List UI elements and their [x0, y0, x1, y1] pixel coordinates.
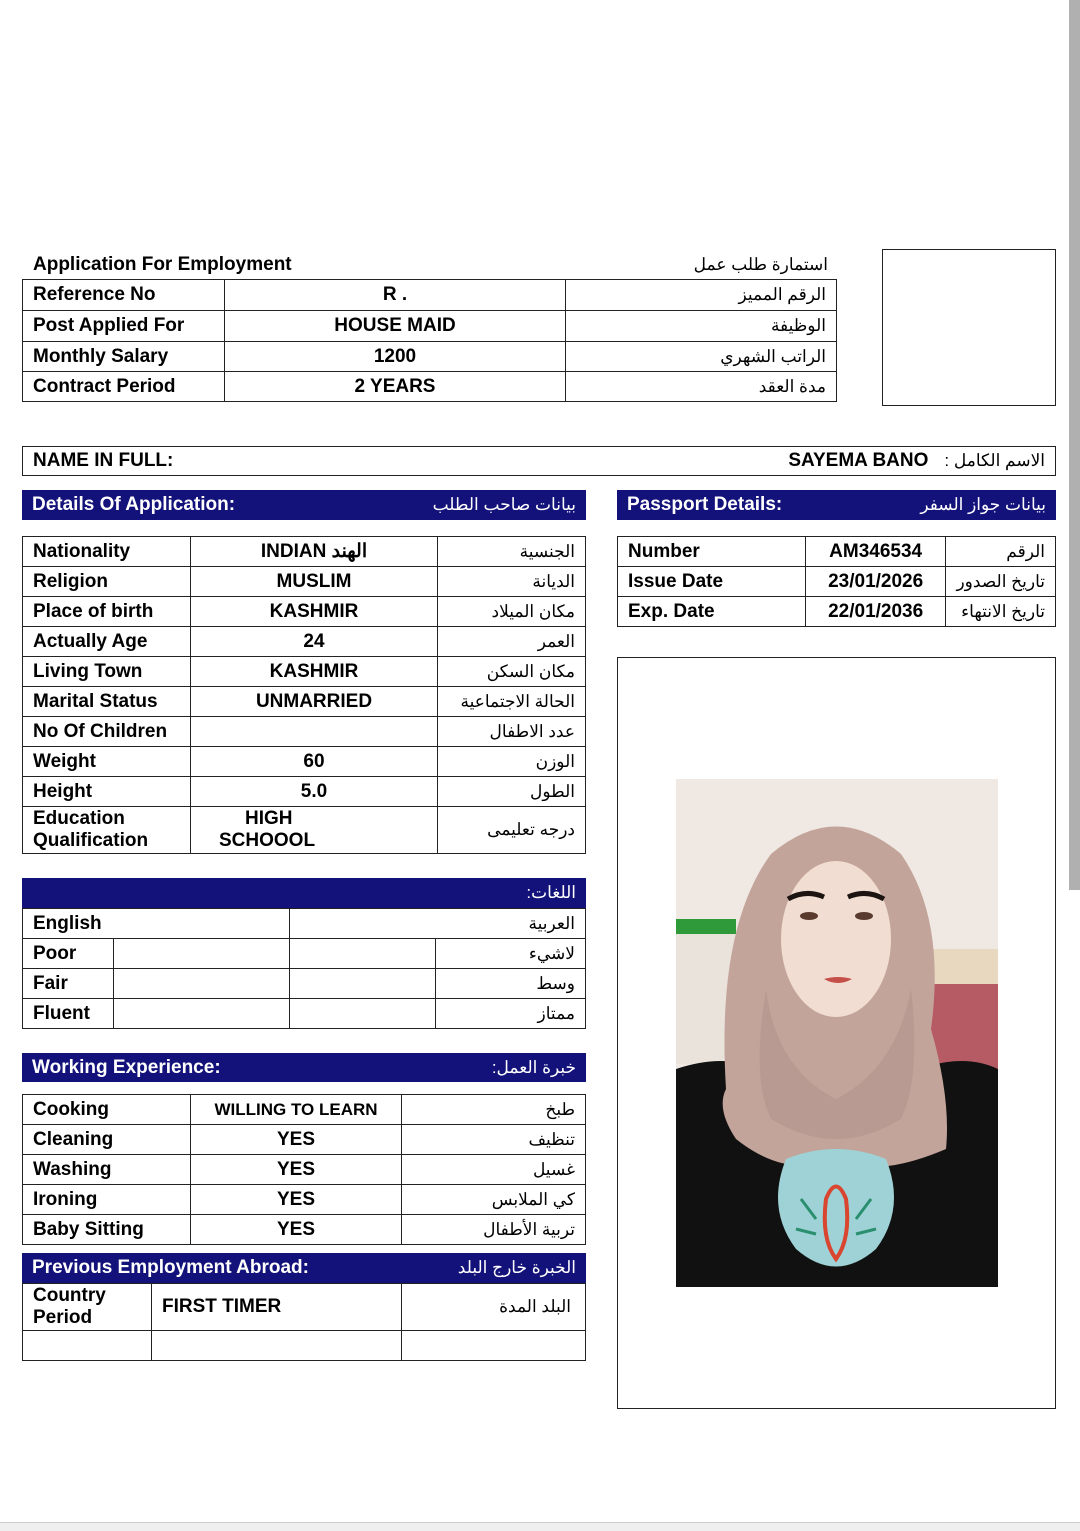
field-label-arabic: مكان السكن	[438, 657, 586, 687]
skill-value: YES	[191, 1155, 402, 1185]
skill-label: Baby Sitting	[23, 1215, 191, 1245]
abroad-value: FIRST TIMER	[152, 1284, 402, 1331]
field-label-arabic: تاريخ الانتهاء	[946, 597, 1056, 627]
details-row	[23, 777, 586, 807]
language-arabic-label: العربية	[290, 909, 586, 939]
level-label: Fair	[23, 969, 114, 999]
full-name-row	[22, 446, 1056, 476]
languages-title-arabic: اللغات:	[526, 883, 576, 902]
experience-row	[23, 1095, 586, 1125]
details-row	[23, 747, 586, 777]
skill-value: YES	[191, 1125, 402, 1155]
small-photo-box	[882, 249, 1056, 406]
field-label: Issue Date	[618, 567, 806, 597]
level-label: Poor	[23, 939, 114, 969]
field-label-arabic: تاريخ الصدور	[946, 567, 1056, 597]
field-label-arabic: الوزن	[438, 747, 586, 777]
details-row	[23, 657, 586, 687]
field-label: Marital Status	[23, 687, 191, 717]
field-label: Monthly Salary	[23, 342, 225, 372]
level-label: Fluent	[23, 999, 114, 1029]
full-name-label: NAME IN FULL:	[33, 450, 174, 471]
field-value: UNMARRIED	[191, 687, 438, 717]
header-row-reference	[23, 280, 837, 311]
passport-title: Passport Details:	[627, 494, 783, 515]
experience-table	[22, 1094, 586, 1245]
field-label-arabic: الرقم المميز	[566, 280, 837, 311]
experience-section-header	[22, 1053, 586, 1082]
skill-label-arabic: تربية الأطفال	[402, 1215, 586, 1245]
header-row-salary	[23, 342, 837, 372]
details-row	[23, 597, 586, 627]
field-label: Weight	[23, 747, 191, 777]
skill-label-arabic: تنظيف	[402, 1125, 586, 1155]
skill-value: YES	[191, 1215, 402, 1245]
empty-cell[interactable]	[402, 1331, 586, 1361]
arabic-level-cell[interactable]	[290, 999, 436, 1029]
abroad-label-arabic: البلد المدة	[402, 1284, 586, 1331]
experience-row	[23, 1155, 586, 1185]
field-label-arabic: مكان الميلاد	[438, 597, 586, 627]
english-level-cell[interactable]	[114, 969, 290, 999]
skill-label-arabic: كي الملابس	[402, 1185, 586, 1215]
education-label-line2: Qualification	[33, 830, 149, 851]
field-value: MUSLIM	[191, 567, 438, 597]
level-label-arabic: وسط	[436, 969, 586, 999]
field-label: Post Applied For	[23, 311, 225, 342]
details-section-header	[22, 490, 586, 520]
experience-row	[23, 1185, 586, 1215]
field-label-arabic: الوظيفة	[566, 311, 837, 342]
skill-label: Washing	[23, 1155, 191, 1185]
field-label: Height	[23, 777, 191, 807]
field-label-arabic: الحالة الاجتماعية	[438, 687, 586, 717]
salary-value: 1200	[225, 342, 566, 372]
education-value-line1: HIGH	[245, 808, 293, 829]
field-label-arabic: الطول	[438, 777, 586, 807]
level-label-arabic: لاشيء	[436, 939, 586, 969]
empty-cell[interactable]	[23, 1331, 152, 1361]
abroad-title-arabic: الخبرة خارج البلد	[457, 1258, 576, 1277]
issue-date-value: 23/01/2026	[805, 567, 946, 597]
form-title: Application For Employment	[33, 254, 292, 275]
full-name-value: SAYEMA BANO	[788, 450, 929, 471]
field-value: KASHMIR	[191, 597, 438, 627]
vertical-scrollbar[interactable]	[1069, 0, 1080, 890]
field-value	[191, 717, 438, 747]
field-label: No Of Children	[23, 717, 191, 747]
header-row-contract	[23, 372, 837, 402]
education-value-line2: SCHOOOL	[219, 830, 316, 851]
skill-label-arabic: غسيل	[402, 1155, 586, 1185]
header-table	[22, 279, 837, 402]
passport-row-issue	[618, 567, 1056, 597]
field-label-arabic: مدة العقد	[566, 372, 837, 402]
country-period-label	[23, 1284, 152, 1331]
field-label-arabic: عدد الاطفال	[438, 717, 586, 747]
arabic-level-cell[interactable]	[290, 939, 436, 969]
field-label-arabic: الجنسية	[438, 537, 586, 567]
abroad-empty-row	[23, 1331, 586, 1361]
languages-section-header	[22, 878, 586, 908]
field-value	[191, 807, 438, 854]
passport-number-value: AM346534	[805, 537, 946, 567]
details-row	[23, 717, 586, 747]
field-label: Number	[618, 537, 806, 567]
field-label-arabic: العمر	[438, 627, 586, 657]
experience-title: Working Experience:	[32, 1056, 221, 1078]
passport-section-header	[617, 490, 1056, 520]
languages-table	[22, 908, 586, 1029]
field-label: Place of birth	[23, 597, 191, 627]
field-label	[23, 807, 191, 854]
full-name-label-arabic: الاسم الكامل :	[944, 451, 1045, 470]
passport-title-arabic: بيانات جواز السفر	[920, 495, 1046, 514]
abroad-row	[23, 1284, 586, 1331]
passport-table	[617, 536, 1056, 627]
period-label: Period	[33, 1307, 93, 1328]
field-label: Reference No	[23, 280, 225, 311]
experience-row	[23, 1125, 586, 1155]
field-label-arabic: الرقم	[946, 537, 1056, 567]
passport-row-number	[618, 537, 1056, 567]
abroad-section-header	[22, 1253, 586, 1283]
field-value: KASHMIR	[191, 657, 438, 687]
languages-header-row	[23, 909, 586, 939]
experience-title-arabic: خبرة العمل:	[491, 1057, 576, 1077]
field-label-arabic: الديانة	[438, 567, 586, 597]
empty-cell[interactable]	[152, 1331, 402, 1361]
field-label: Contract Period	[23, 372, 225, 402]
language-level-row	[23, 999, 586, 1029]
education-label-line1: Education	[33, 808, 125, 829]
applicant-portrait-illustration	[676, 779, 998, 1287]
skill-value: WILLING TO LEARN	[191, 1095, 402, 1125]
field-label: Nationality	[23, 537, 191, 567]
details-title: Details Of Application:	[32, 494, 236, 515]
english-level-cell[interactable]	[114, 939, 290, 969]
abroad-title: Previous Employment Abroad:	[32, 1257, 309, 1278]
contract-value: 2 YEARS	[225, 372, 566, 402]
details-row-education	[23, 807, 586, 854]
details-row	[23, 567, 586, 597]
field-label-arabic: الراتب الشهري	[566, 342, 837, 372]
field-value: INDIAN الهند	[191, 537, 438, 567]
details-row	[23, 687, 586, 717]
expiry-date-value: 22/01/2036	[805, 597, 946, 627]
form-title-arabic: استمارة طلب عمل	[693, 255, 828, 274]
field-label-arabic: درجه تعليمى	[438, 807, 586, 854]
details-row	[23, 537, 586, 567]
experience-row	[23, 1215, 586, 1245]
field-label: Religion	[23, 567, 191, 597]
level-label-arabic: ممتاز	[436, 999, 586, 1029]
details-title-arabic: بيانات صاحب الطلب	[432, 495, 576, 514]
details-row	[23, 627, 586, 657]
skill-value: YES	[191, 1185, 402, 1215]
reference-value: R .	[225, 280, 566, 311]
arabic-level-cell[interactable]	[290, 969, 436, 999]
field-label: Exp. Date	[618, 597, 806, 627]
field-value: 60	[191, 747, 438, 777]
skill-label: Cleaning	[23, 1125, 191, 1155]
passport-row-expiry	[618, 597, 1056, 627]
post-value: HOUSE MAID	[225, 311, 566, 342]
field-value: 24	[191, 627, 438, 657]
english-level-cell[interactable]	[114, 999, 290, 1029]
field-value: 5.0	[191, 777, 438, 807]
field-label: Actually Age	[23, 627, 191, 657]
abroad-table	[22, 1283, 586, 1361]
applicant-photo	[676, 779, 998, 1287]
skill-label: Ironing	[23, 1185, 191, 1215]
details-table	[22, 536, 586, 854]
header-row-post	[23, 311, 837, 342]
country-label: Country	[33, 1285, 106, 1306]
skill-label: Cooking	[23, 1095, 191, 1125]
language-level-row	[23, 969, 586, 999]
skill-label-arabic: طبخ	[402, 1095, 586, 1125]
field-label: Living Town	[23, 657, 191, 687]
language-level-row	[23, 939, 586, 969]
language-english-label: English	[23, 909, 290, 939]
